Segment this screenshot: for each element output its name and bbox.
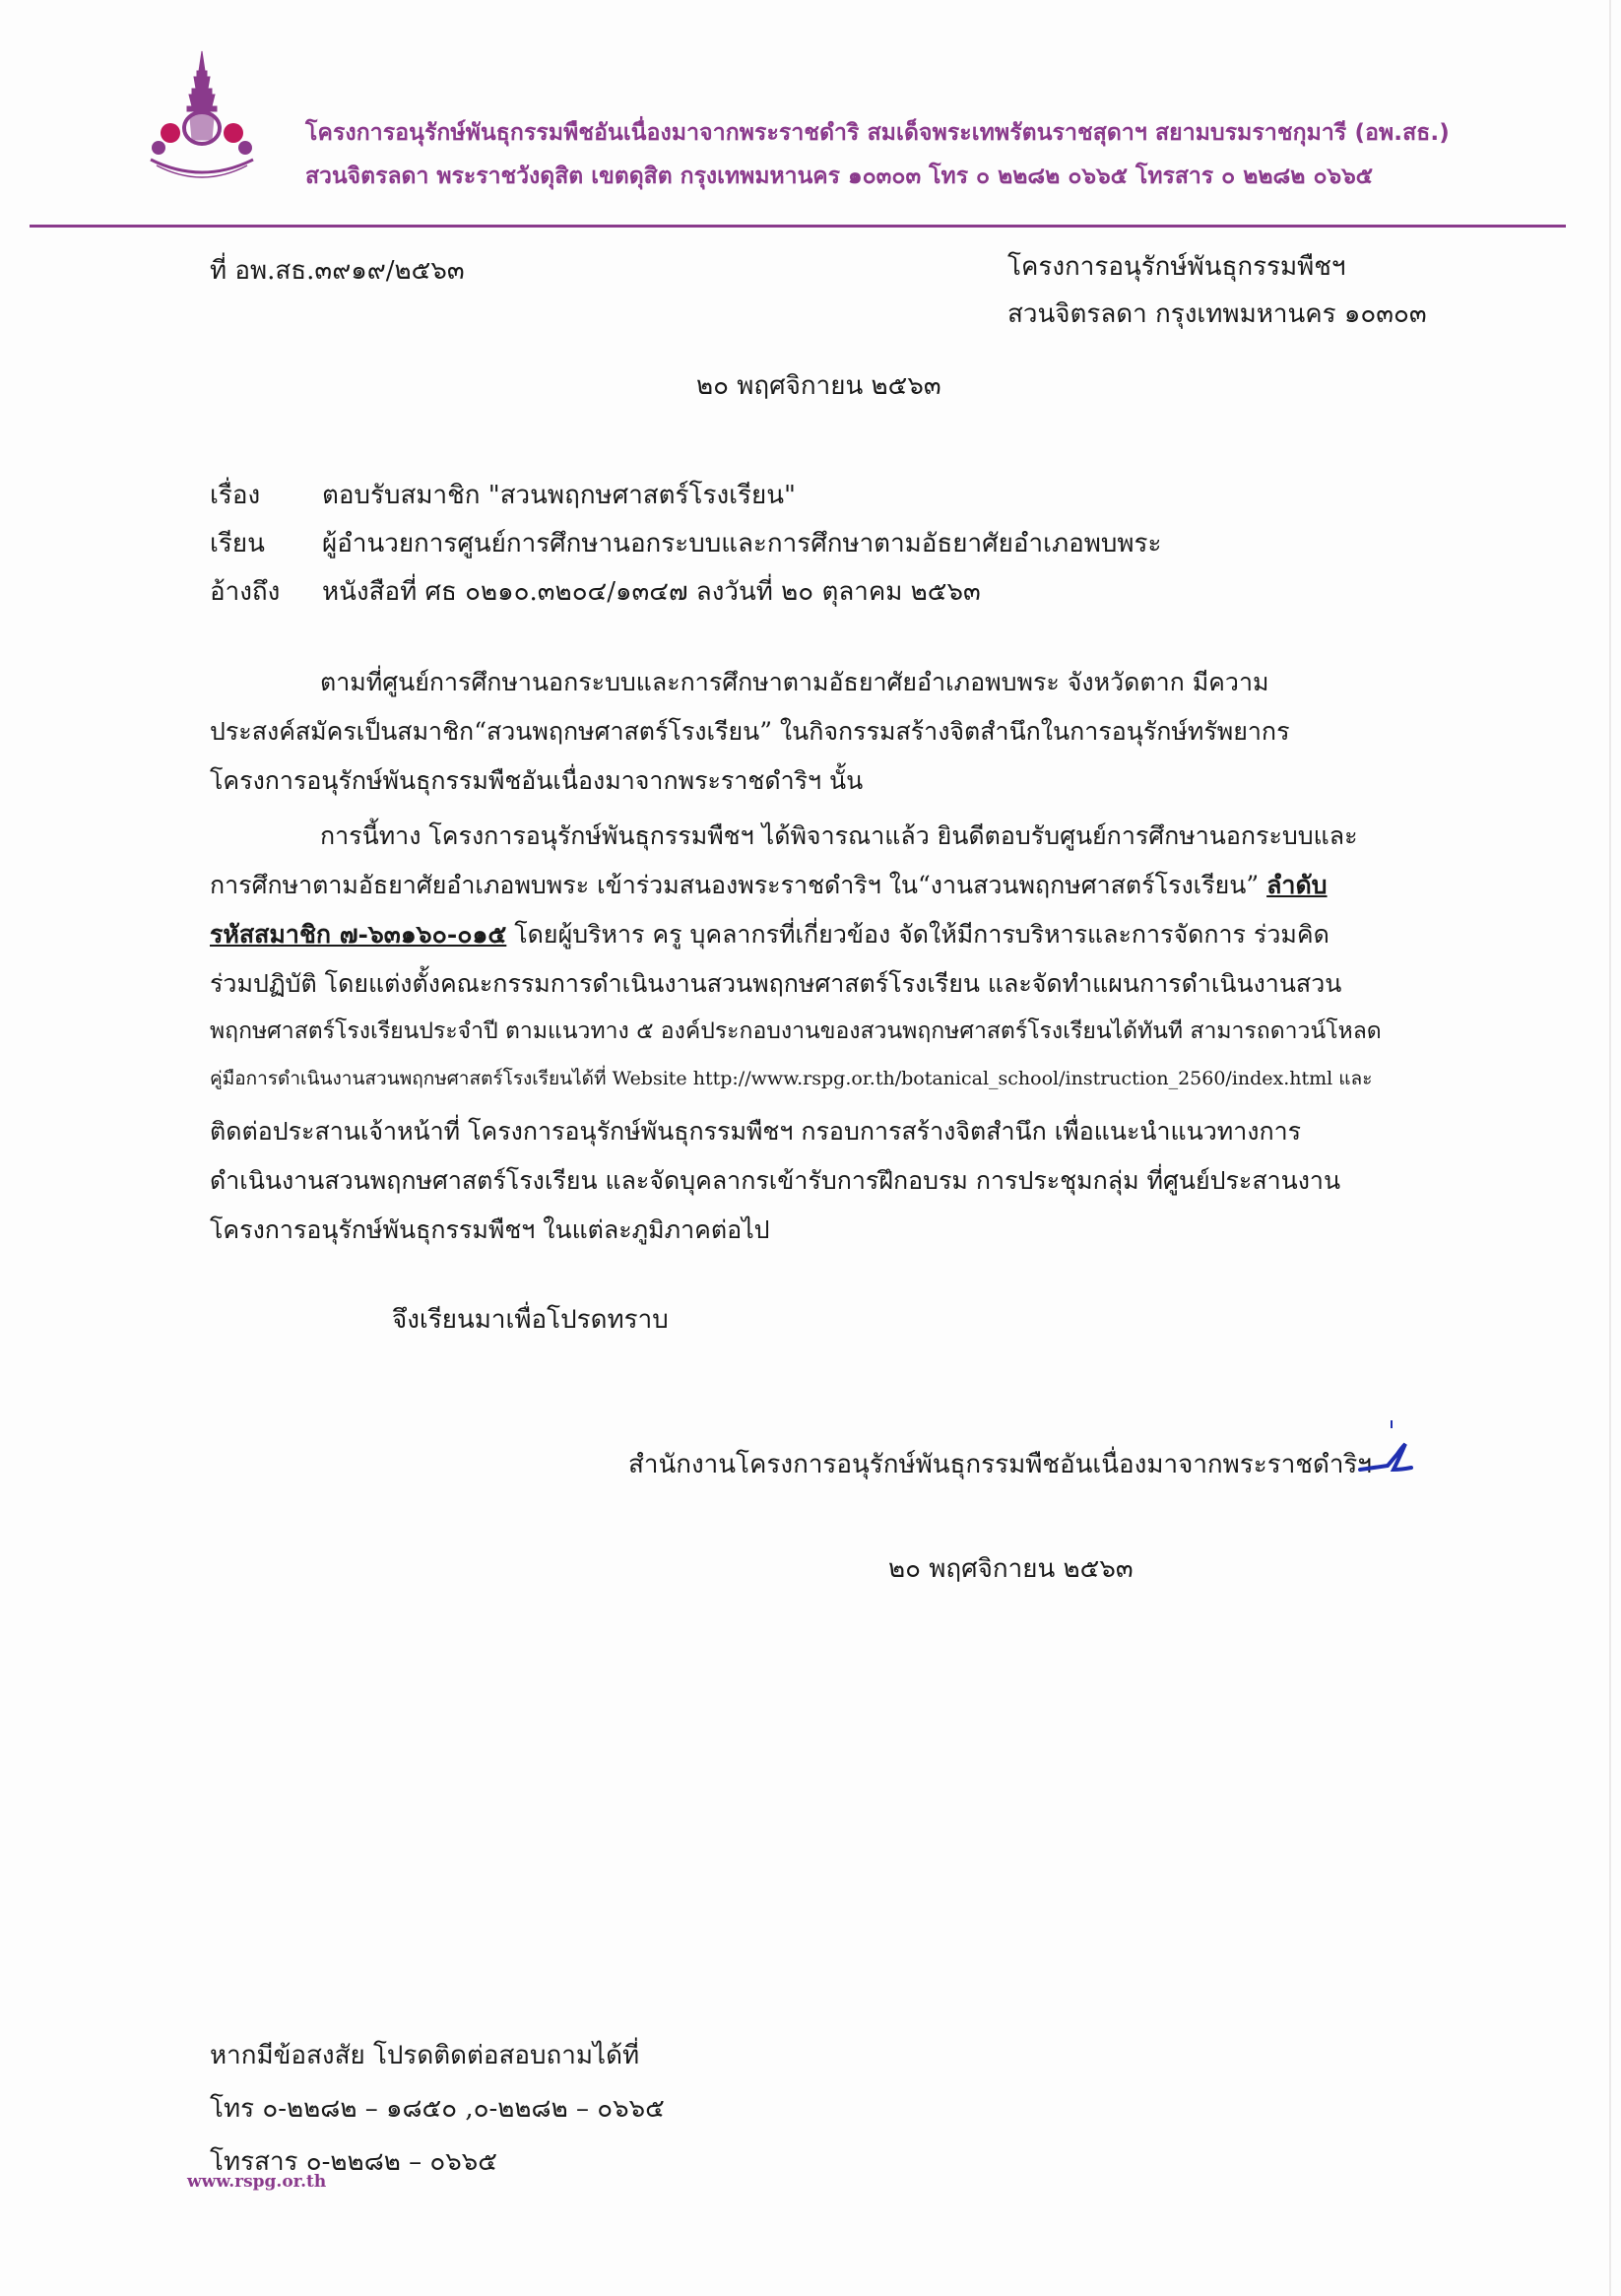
rspg-logo-icon xyxy=(143,49,261,187)
p2-line: ร่วมปฏิบัติ โดยแต่งตั้งคณะกรรมการดำเนินงานสวนพฤกษศาสตร์โรงเรียน และจัดทำแผนการดำเนินงานสวน xyxy=(210,969,1342,998)
recipient-value: ผู้อำนวยการศูนย์การศึกษานอกระบบและการศึกษาตามอัธยาศัยอำเภอพบพระ xyxy=(322,529,1162,558)
reference-value: หนังสือที่ ศธ ๐๒๑๐.๓๒๐๔/๑๓๔๗ ลงวันที่ ๒๐ ตุลาคม ๒๕๖๓ xyxy=(322,577,981,607)
website-stamp: www.rspg.or.th xyxy=(187,2172,327,2192)
sender-address: สวนจิตรลดา กรุงเทพมหานคร ๑๐๓๐๓ xyxy=(1007,299,1427,329)
signature-date: ๒๐ พฤศจิกายน ๒๕๖๓ xyxy=(888,1554,1134,1584)
letterhead-divider xyxy=(30,225,1566,228)
p1-line: ตามที่ศูนย์การศึกษานอกระบบและการศึกษาตามอัธยาศัยอำเภอพบพระ จังหวัดตาก มีความ xyxy=(320,668,1269,696)
p2-line: ดำเนินงานสวนพฤกษศาสตร์โรงเรียน และจัดบุคลากรเข้ารับการฝึกอบรม การประชุมกลุ่ม ที่ศูนย์ประสานงาน xyxy=(210,1166,1341,1195)
letter-date: ๒๐ พฤศจิกายน ๒๕๖๓ xyxy=(696,371,941,401)
signatory-office: สำนักงานโครงการอนุรักษ์พันธุกรรมพืชอันเนื่องมาจากพระราชดำริฯ xyxy=(628,1450,1372,1479)
subject-label: เรื่อง xyxy=(210,481,261,510)
closing-line: จึงเรียนมาเพื่อโปรดทราบ xyxy=(392,1305,669,1335)
contact-phone: โทร ๐-๒๒๘๒ – ๑๘๕๐ ,๐-๒๒๘๒ – ๐๖๖๕ xyxy=(210,2094,665,2124)
reference-number: ที่ อพ.สธ.๓๙๑๙/๒๕๖๓ xyxy=(210,256,465,286)
p1-line: ประสงค์สมัครเป็นสมาชิก“สวนพฤกษศาสตร์โรงเรียน” ในกิจกรรมสร้างจิตสำนึกในการอนุรักษ์ทรัพยากร xyxy=(210,717,1290,746)
contact-fax: โทรสาร ๐-๒๒๘๒ – ๐๖๖๕ xyxy=(210,2147,497,2177)
reference-label: อ้างถึง xyxy=(210,577,281,607)
letterhead-line-2: สวนจิตรลดา พระราชวังดุสิต เขตดุสิต กรุงเทพมหานคร ๑๐๓๐๓ โทร ๐ ๒๒๘๒ ๐๖๖๕ โทรสาร ๐ ๒๒๘๒ ๐๖๖๕ xyxy=(305,164,1374,189)
p1-line: โครงการอนุรักษ์พันธุกรรมพืชอันเนื่องมาจากพระราชดำริฯ นั้น xyxy=(210,766,864,795)
subject-value: ตอบรับสมาชิก "สวนพฤกษศาสตร์โรงเรียน" xyxy=(322,481,796,510)
p2-line-text: โดยผู้บริหาร ครู บุคลากรที่เกี่ยวข้อง จัดให้มีการบริหารและการจัดการ ร่วมคิด xyxy=(506,920,1329,949)
p2-line: การนี้ทาง โครงการอนุรักษ์พันธุกรรมพืชฯ ได้พิจารณาแล้ว ยินดีตอบรับศูนย์การศึกษานอกระบบและ xyxy=(320,821,1358,850)
p2-line: พฤกษศาสตร์โรงเรียนประจำปี ตามแนวทาง ๕ องค์ประกอบงานของสวนพฤกษศาสตร์โรงเรียนได้ทันที สามารถดาวน์โหลด xyxy=(210,1018,1382,1044)
member-order-label: ลำดับ xyxy=(1266,871,1328,899)
p2-line xyxy=(210,922,1329,947)
p2-line-text: การศึกษาตามอัธยาศัยอำเภอพบพระ เข้าร่วมสนองพระราชดำริฯ ใน“งานสวนพฤกษศาสตร์โรงเรียน” xyxy=(210,871,1267,899)
signature-mark xyxy=(1354,1418,1433,1487)
member-code: รหัสสมาชิก ๗-๖๓๑๖๐-๐๑๕ xyxy=(210,920,507,949)
p2-line-website: คู่มือการดำเนินงานสวนพฤกษศาสตร์โรงเรียนได้ที่ Website http://www.rspg.or.th/botanical_school/instruction_2560/index.html และ xyxy=(210,1068,1373,1089)
p2-line: โครงการอนุรักษ์พันธุกรรมพืชฯ ในแต่ละภูมิภาคต่อไป xyxy=(210,1215,770,1244)
sender-organization: โครงการอนุรักษ์พันธุกรรมพืชฯ xyxy=(1007,252,1346,282)
p2-line xyxy=(210,873,1328,897)
p2-line: ติดต่อประสานเจ้าหน้าที่ โครงการอนุรักษ์พันธุกรรมพืชฯ กรอบการสร้างจิตสำนึก เพื่อแนะนำแนวทางการ xyxy=(210,1117,1302,1146)
page-edge xyxy=(1609,0,1611,2296)
letterhead-line-1: โครงการอนุรักษ์พันธุกรรมพืชอันเนื่องมาจากพระราชดำริ สมเด็จพระเทพรัตนราชสุดาฯ สยามบรมราชกุมารี (อพ.สธ.) xyxy=(305,120,1450,146)
recipient-label: เรียน xyxy=(210,529,265,558)
contact-heading: หากมีข้อสงสัย โปรดติดต่อสอบถามได้ที่ xyxy=(210,2041,640,2070)
